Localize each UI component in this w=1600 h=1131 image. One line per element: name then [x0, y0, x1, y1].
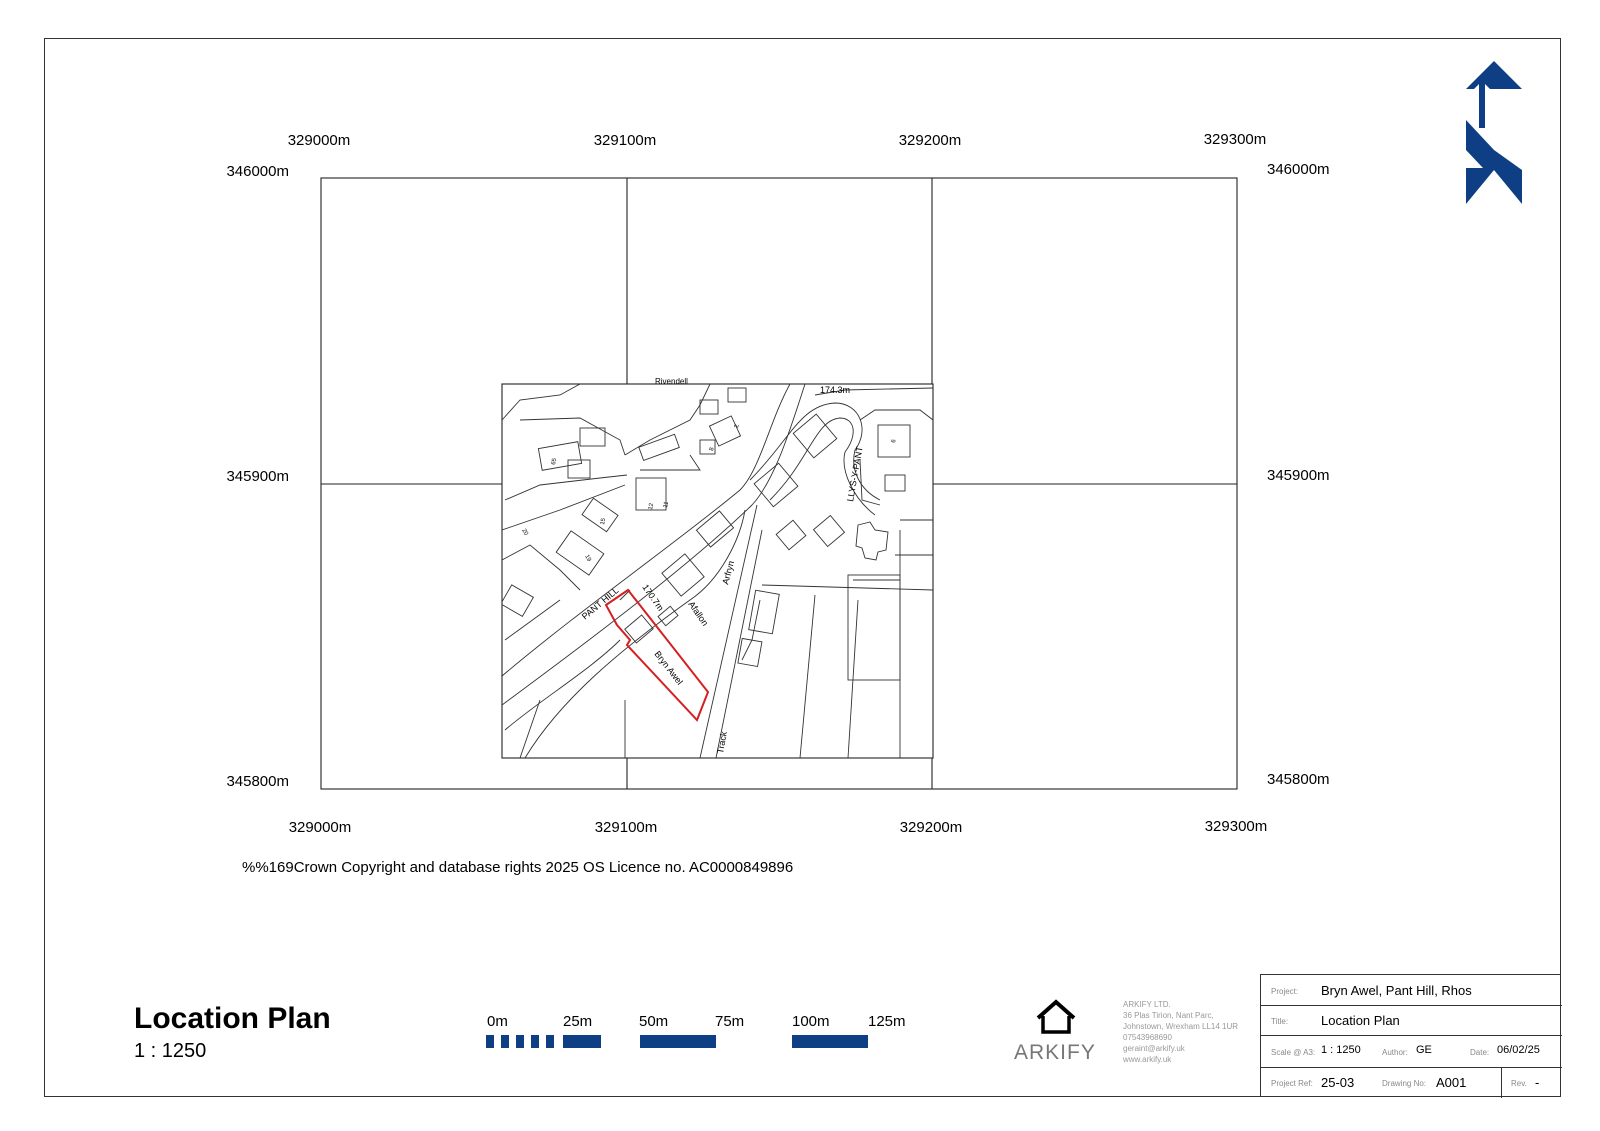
company-line: www.arkify.uk	[1123, 1055, 1172, 1064]
title-block-divider	[1501, 1068, 1502, 1098]
scale-bar-segment	[563, 1035, 601, 1048]
company-details	[1123, 999, 1238, 1065]
company-line: Johnstown, Wrexham LL14 1UR	[1123, 1022, 1239, 1031]
scale-bar-label: 100m	[792, 1013, 830, 1030]
scale-bar-segment	[546, 1035, 554, 1048]
scale-label: Scale @ A3:	[1271, 1048, 1316, 1057]
house-number: 20	[520, 528, 529, 537]
spot-height-170: 170.7m	[640, 582, 666, 613]
north-arrow	[1466, 61, 1522, 204]
scale-bar-label: 25m	[563, 1013, 593, 1030]
label-bryn-awel: Bryn Awel	[652, 649, 685, 687]
easting-label-bottom: 329100m	[594, 819, 658, 836]
easting-label-bottom: 329000m	[288, 819, 352, 836]
scale-bar-segment	[501, 1035, 509, 1048]
project-label: Project:	[1271, 987, 1299, 996]
copyright-notice: %%169Crown Copyright and database rights 2025 OS Licence no. AC0000849896	[242, 859, 794, 876]
road-label-llys-y-pant: LLYS-Y-PANT	[845, 445, 865, 503]
title-block-row-ref	[1261, 1068, 1562, 1098]
easting-label-top: 329300m	[1203, 131, 1267, 148]
scale-bar-segment	[640, 1035, 716, 1048]
plan-scale: 1 : 1250	[134, 1040, 207, 1062]
road-label-track: Track	[715, 730, 729, 755]
map-extract-border	[502, 384, 933, 758]
date-label: Date:	[1470, 1048, 1490, 1057]
house-number: 19	[583, 554, 592, 563]
title-block	[1260, 974, 1561, 1097]
house-number: 6	[891, 439, 898, 444]
rev-label: Rev.	[1511, 1079, 1527, 1088]
scale-bar-segment	[516, 1035, 524, 1048]
title-block-row-scale	[1261, 1036, 1562, 1068]
scale-bar-segment	[486, 1035, 494, 1048]
house-number: 65	[551, 457, 559, 466]
logo-wordmark: ARKIFY	[1014, 1041, 1096, 1064]
company-line: ARKIFY LTD.	[1123, 1000, 1171, 1009]
author-value: GE	[1416, 1044, 1432, 1056]
easting-label-bottom: 329300m	[1204, 818, 1268, 835]
house-number: 2	[734, 424, 741, 429]
scale-bar	[486, 1035, 868, 1048]
north-arrow-n-symbol	[1466, 120, 1522, 204]
road-label-pant-hill: PANT HILL	[579, 585, 621, 622]
company-line: 36 Plas Tirion, Nant Parc,	[1123, 1011, 1214, 1020]
title-block-row-title	[1261, 1006, 1562, 1036]
scale-bar-label: 125m	[868, 1013, 906, 1030]
spot-height-174: 174.3m	[820, 385, 851, 395]
house-number: 8	[709, 447, 716, 452]
drawing-no-value: A001	[1436, 1075, 1467, 1090]
author-label: Author:	[1382, 1048, 1408, 1057]
house-logo-icon	[1013, 998, 1099, 1038]
os-map-extract	[501, 377, 933, 758]
label-rivendell: Rivendell	[655, 377, 688, 386]
easting-label-top: 329100m	[593, 132, 657, 149]
drawing-no-label: Drawing No:	[1382, 1079, 1427, 1088]
easting-label-top: 329000m	[287, 132, 351, 149]
scale-bar-label: 50m	[639, 1013, 669, 1030]
label-afallon: Afallon	[686, 599, 711, 628]
title-block-row-project	[1261, 975, 1562, 1006]
title-value: Location Plan	[1321, 1013, 1400, 1028]
date-value: 06/02/25	[1497, 1044, 1540, 1056]
scale-bar-segment	[531, 1035, 539, 1048]
northing-label-right: 345800m	[1267, 771, 1330, 788]
project-ref-label: Project Ref:	[1271, 1079, 1313, 1088]
north-arrow-head	[1466, 61, 1522, 128]
house-number: 11	[663, 501, 671, 509]
rev-value: -	[1535, 1075, 1540, 1090]
house-number: 12	[648, 502, 656, 511]
company-line: 07543968690	[1123, 1033, 1172, 1042]
northing-label-right: 345900m	[1267, 467, 1330, 484]
title-label: Title:	[1271, 1017, 1289, 1026]
company-line: geraint@arkify.uk	[1123, 1044, 1185, 1053]
label-arfryn: Arfryn	[720, 559, 737, 586]
scale-bar-label: 75m	[715, 1013, 745, 1030]
project-value: Bryn Awel, Pant Hill, Rhos	[1321, 983, 1472, 998]
easting-label-top: 329200m	[898, 132, 962, 149]
scale-value: 1 : 1250	[1321, 1044, 1361, 1056]
project-ref-value: 25-03	[1321, 1075, 1355, 1090]
scale-bar-label: 0m	[487, 1013, 508, 1030]
northing-label-left: 346000m	[226, 163, 289, 180]
house-number: 15	[600, 517, 608, 526]
northing-label-left: 345800m	[226, 773, 289, 790]
plan-title: Location Plan	[134, 1002, 331, 1035]
scale-bar-segment	[792, 1035, 868, 1048]
northing-label-right: 346000m	[1267, 161, 1330, 178]
northing-label-left: 345900m	[226, 468, 289, 485]
easting-label-bottom: 329200m	[899, 819, 963, 836]
